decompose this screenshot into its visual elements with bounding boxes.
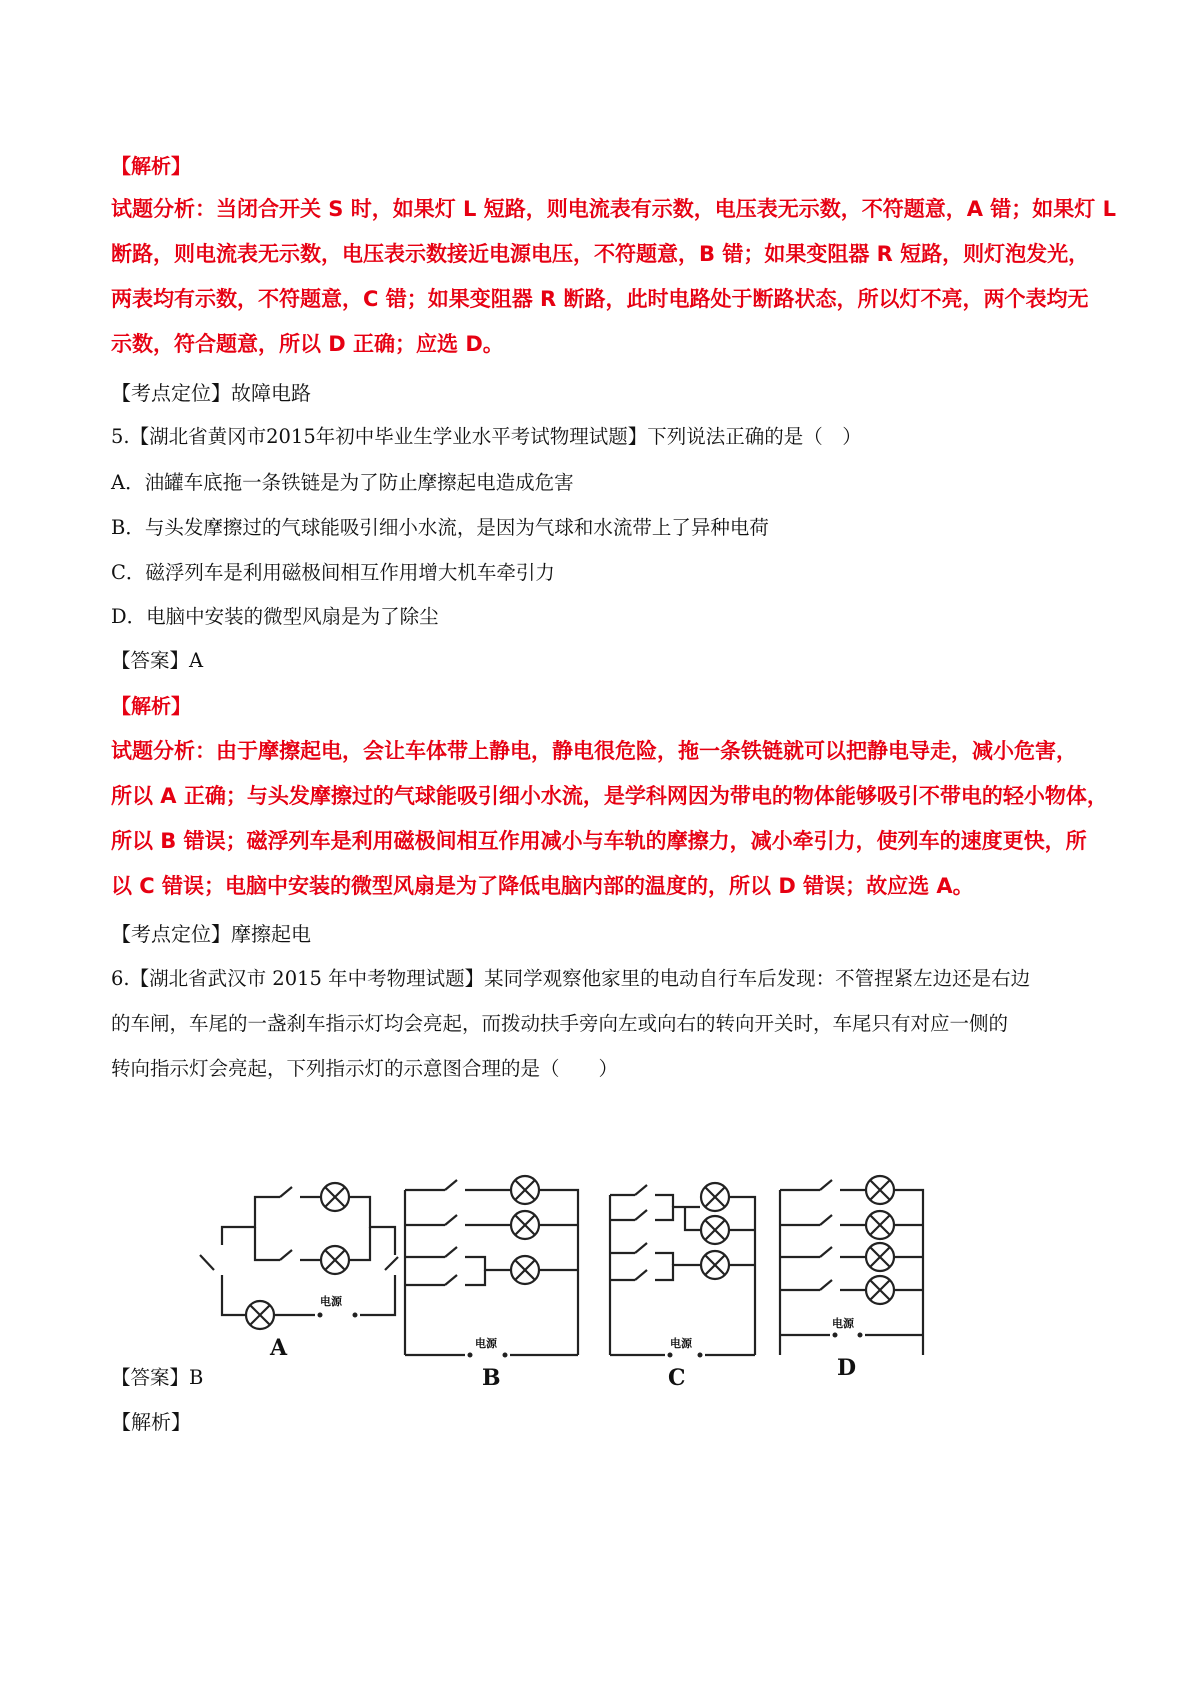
diagram-a-label: A — [270, 1335, 288, 1361]
diagram-d-source-label: 电源 — [832, 1317, 854, 1330]
diagram-c-label: C — [668, 1365, 686, 1391]
prev-analysis-line-3: 两表均有示数，不符题意，C 错；如果变阻器 R 断路，此时电路处于断路状态，所以灯不亮，两个表均无 — [111, 287, 1089, 311]
diagram-b-label: B — [482, 1365, 501, 1391]
circuit-diagram-a — [200, 1165, 420, 1365]
prev-analysis-title: 【解析】 — [111, 154, 191, 178]
diagram-c-source-label: 电源 — [670, 1337, 692, 1350]
prev-analysis-line-4: 示数，符合题意，所以 D 正确；应选 D。 — [111, 332, 504, 356]
q5-answer: 【答案】A — [111, 649, 204, 672]
q5-analysis-title: 【解析】 — [111, 694, 191, 718]
q5-analysis-line-3: 所以 B 错误；磁浮列车是利用磁极间相互作用减小与车轨的摩擦力，减小牵引力，使列车的速度更快，所 — [111, 829, 1087, 853]
circuit-diagrams — [200, 1165, 1050, 1391]
q5-option-b: B．与头发摩擦过的气球能吸引细小水流，是因为气球和水流带上了异种电荷 — [111, 516, 769, 539]
q5-point: 【考点定位】摩擦起电 — [111, 922, 311, 946]
q5-option-a: A．油罐车底拖一条铁链是为了防止摩擦起电造成危害 — [111, 471, 574, 494]
prev-analysis-line-1: 试题分析：当闭合开关 S 时，如果灯 L 短路，则电流表有示数，电压表无示数，不符题意，A 错；如果灯 L — [111, 197, 1117, 221]
diagram-b-source-label: 电源 — [475, 1337, 497, 1350]
q5-analysis-line-2: 所以 A 正确；与头发摩擦过的气球能吸引细小水流，是学科网因为带电的物体能够吸引不带电的轻小物体， — [111, 784, 1108, 808]
diagram-a-source-label: 电源 — [320, 1295, 342, 1308]
prev-analysis-line-2: 断路，则电流表无示数，电压表示数接近电源电压，不符题意，B 错；如果变阻器 R 短路，则灯泡发光， — [111, 242, 1090, 266]
circuit-diagram-c — [605, 1165, 775, 1391]
q6-stem-line-2: 的车闸，车尾的一盏刹车指示灯均会亮起，而拨动扶手旁向左或向右的转向开关时，车尾只有对应一侧的 — [111, 1012, 1009, 1035]
q5-option-c: C．磁浮列车是利用磁极间相互作用增大机车牵引力 — [111, 561, 555, 584]
q6-stem-line-1: 6.【湖北省武汉市 2015 年中考物理试题】某同学观察他家里的电动自行车后发现：不管捏紧左边还是右边 — [111, 967, 1031, 990]
q5-option-d: D．电脑中安装的微型风扇是为了除尘 — [111, 605, 439, 628]
circuit-diagram-d — [775, 1165, 955, 1381]
q5-analysis-line-4: 以 C 错误；电脑中安装的微型风扇是为了降低电脑内部的温度的，所以 D 错误；故应选 A。 — [111, 874, 974, 898]
circuit-diagram-b — [400, 1165, 590, 1391]
q6-answer: 【答案】B — [111, 1366, 204, 1389]
q5-analysis-line-1: 试题分析：由于摩擦起电，会让车体带上静电，静电很危险，拖一条铁链就可以把静电导走，减小危害， — [111, 739, 1077, 763]
q6-stem-line-3: 转向指示灯会亮起，下列指示灯的示意图合理的是（ ） — [111, 1057, 619, 1080]
q6-analysis-title: 【解析】 — [111, 1410, 191, 1434]
q5-stem: 5.【湖北省黄冈市2015年初中毕业生学业水平考试物理试题】下列说法正确的是（ ） — [111, 425, 862, 448]
prev-point: 【考点定位】故障电路 — [111, 381, 311, 405]
diagram-d-label: D — [837, 1355, 857, 1381]
